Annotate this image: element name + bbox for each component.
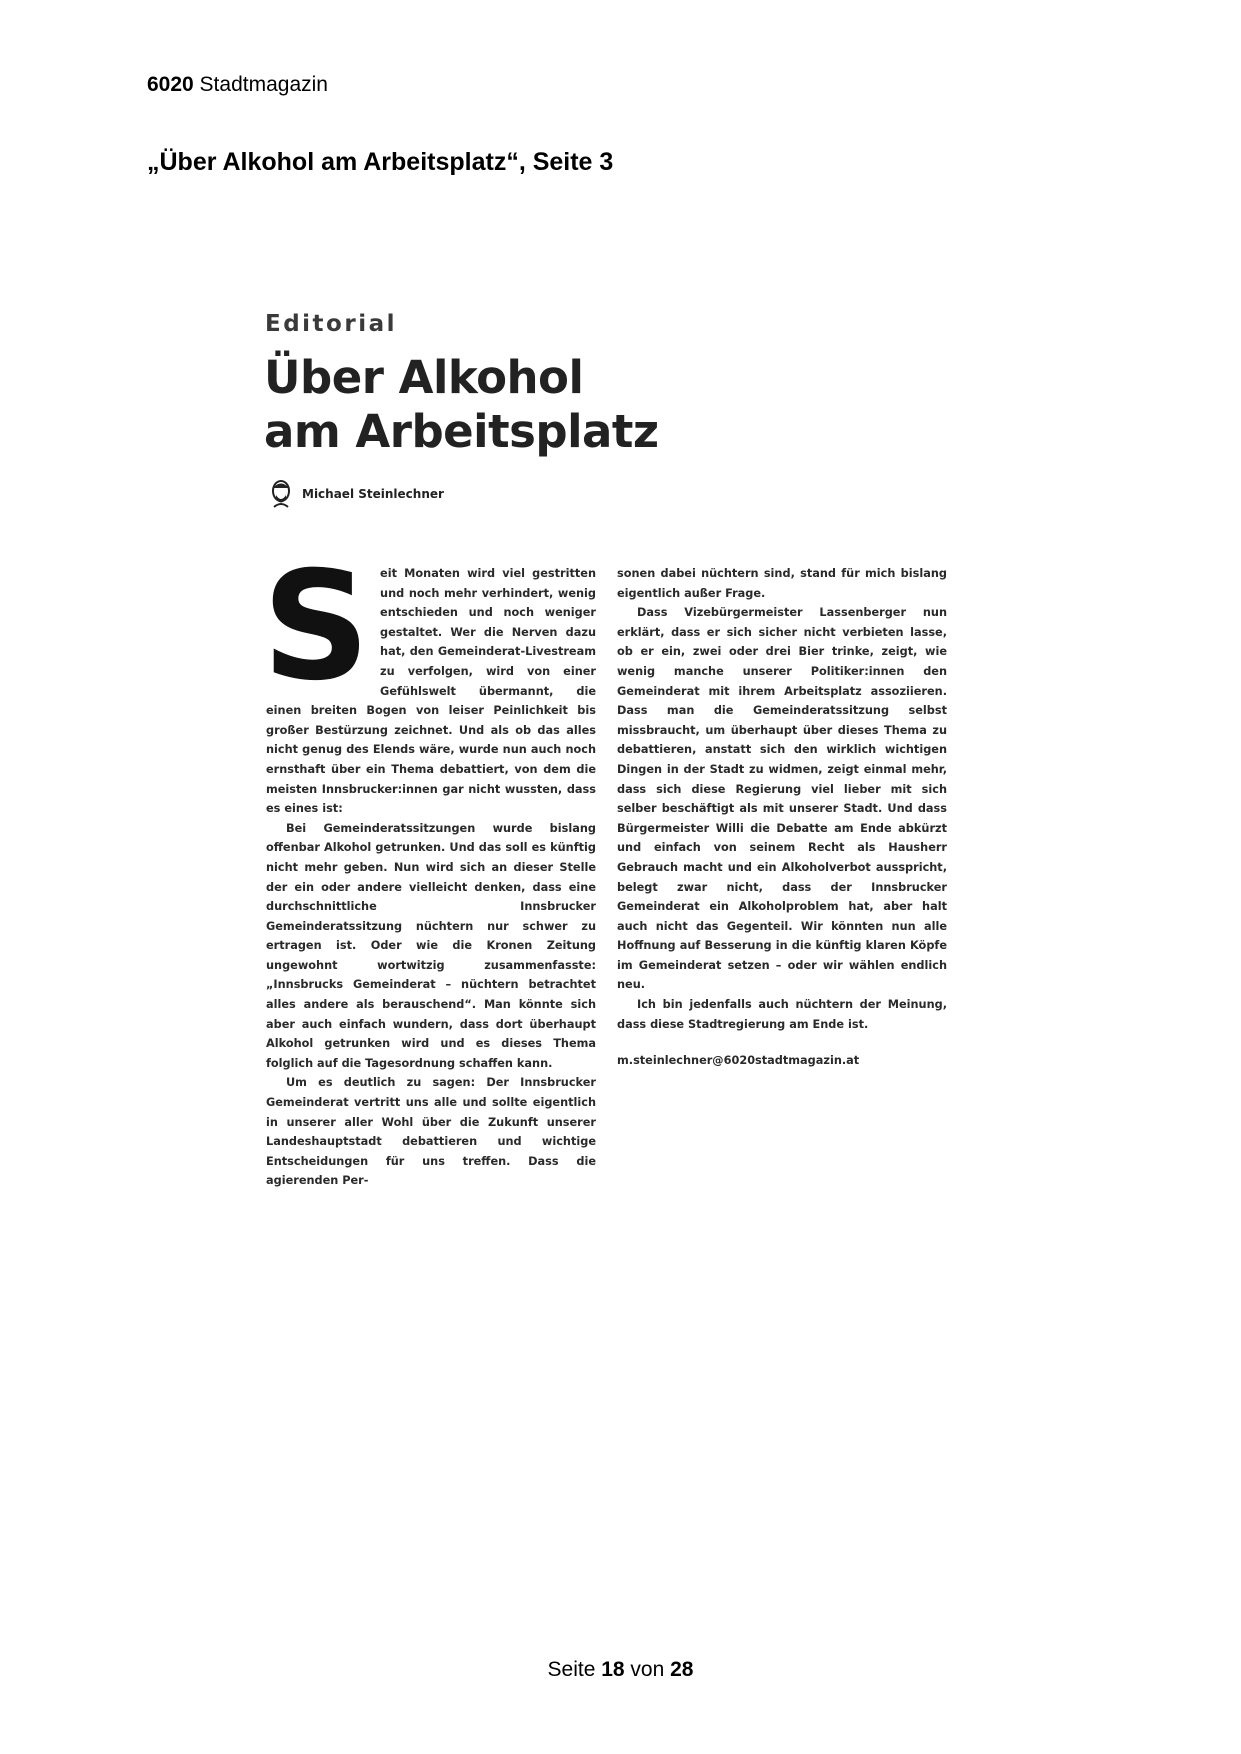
section-label: Editorial xyxy=(265,311,397,337)
page-prefix: Seite xyxy=(547,1658,602,1681)
author-portrait-icon xyxy=(270,479,292,509)
article-column-right xyxy=(617,564,947,1071)
headline-line-2: am Arbeitsplatz xyxy=(264,405,659,458)
page-middle: von xyxy=(624,1658,671,1681)
article-paragraph: Ich bin jedenfalls auch nüchtern der Meinung, dass diese Stadtregierung am Ende ist. xyxy=(617,998,947,1031)
headline-line-1: Über Alkohol xyxy=(264,351,584,404)
total-pages-number: 28 xyxy=(670,1658,694,1681)
author-name: Michael Steinlechner xyxy=(302,487,444,501)
dropcap-letter: S xyxy=(262,540,371,714)
article-clipping xyxy=(212,234,988,1212)
publication-name: Stadtmagazin xyxy=(193,73,328,96)
article-paragraph: Bei Gemeinderatssitzungen wurde bislang offenbar Alkohol getrunken. Und das soll es künftig nicht mehr geben. Nun wird sich an dieser Stelle der ein oder andere vielleicht denken, dass eine durchschnittliche Innsbrucker Gemeinderatssitzung nüchtern nur schwer zu ertragen ist. Oder wie die Kronen Zeitung ungewohnt wortwitzig zusammenfasste: „Innsbrucks Gemeinderat – nüchtern betrachtet alles andere als berauschend“. Man könnte sich aber auch einfach wundern, dass dort überhaupt Alkohol getrunken wird und es dieses Thema folglich auf die Tagesordnung schaffen kann. xyxy=(266,821,596,1070)
publication-header xyxy=(147,73,328,97)
document-title: „Über Alkohol am Arbeitsplatz“, Seite 3 xyxy=(147,148,614,176)
paragraph-text: eit Monaten wird viel gestritten und noch mehr verhindert, wenig entschieden und noch weniger gestaltet. Wer die Nerven dazu hat, den Gemeinderat-Livestream zu verfolgen, wird von einer Gefühlswelt übermannt, die einen breiten Bogen von leiser Peinlichkeit bis großer Bestürzung zeichnet. Und als ob das alles nicht genug des Elends wäre, wurde nun auch noch ernsthaft über ein Thema debattiert, von dem die meisten Innsbrucker:innen gar nicht wussten, dass es eines ist: xyxy=(266,567,596,816)
article-paragraph xyxy=(262,540,596,819)
author-email: m.steinlechner@6020stadtmagazin.at xyxy=(617,1054,860,1068)
article-paragraph: Dass Vizebürgermeister Lassenberger nun erklärt, dass er sich sicher nicht verbieten lasse, ob er ein, zwei oder drei Bier trinke, zeigt, wie wenig manche unserer Politiker:innen den Gemeinderat mit ihrem Arbeitsplatz assoziieren. Dass man die Gemeinderatssitzung selbst missbraucht, um überhaupt über dieses Thema zu debattieren, anstatt sich den wirklich wichtigen Dingen in der Stadt zu widmen, zeigt einmal mehr, dass sich diese Regierung viel lieber mit sich selber beschäftigt als mit unserer Stadt. Und dass Bürgermeister Willi die Debatte am Ende abkürzt und einfach von seinem Recht als Hausherr Gebrauch macht und ein Alkoholverbot ausspricht, belegt zwar nicht, dass der Innsbrucker Gemeinderat ein Alkoholproblem hat, aber halt auch nicht das Gegenteil. Wir könnten nun alle Hoffnung auf Besserung in die künftig klaren Köpfe im Gemeinderat setzen – oder wir wählen endlich neu. xyxy=(617,606,947,992)
publication-number: 6020 xyxy=(147,73,194,96)
current-page-number: 18 xyxy=(601,1658,625,1681)
author-byline xyxy=(270,479,444,509)
page-footer xyxy=(0,1658,1241,1682)
article-paragraph: Um es deutlich zu sagen: Der Innsbrucker Gemeinderat vertritt uns alle und sollte eigentlich in unserer aller Wohl über die Zukunft unserer Landeshauptstadt debattieren und wichtige Entscheidungen für uns treffen. Dass die agierenden Per- xyxy=(266,1076,596,1188)
article-column-left xyxy=(262,540,596,1191)
article-headline xyxy=(264,351,659,459)
article-paragraph: sonen dabei nüchtern sind, stand für mich bislang eigentlich außer Frage. xyxy=(617,567,947,600)
